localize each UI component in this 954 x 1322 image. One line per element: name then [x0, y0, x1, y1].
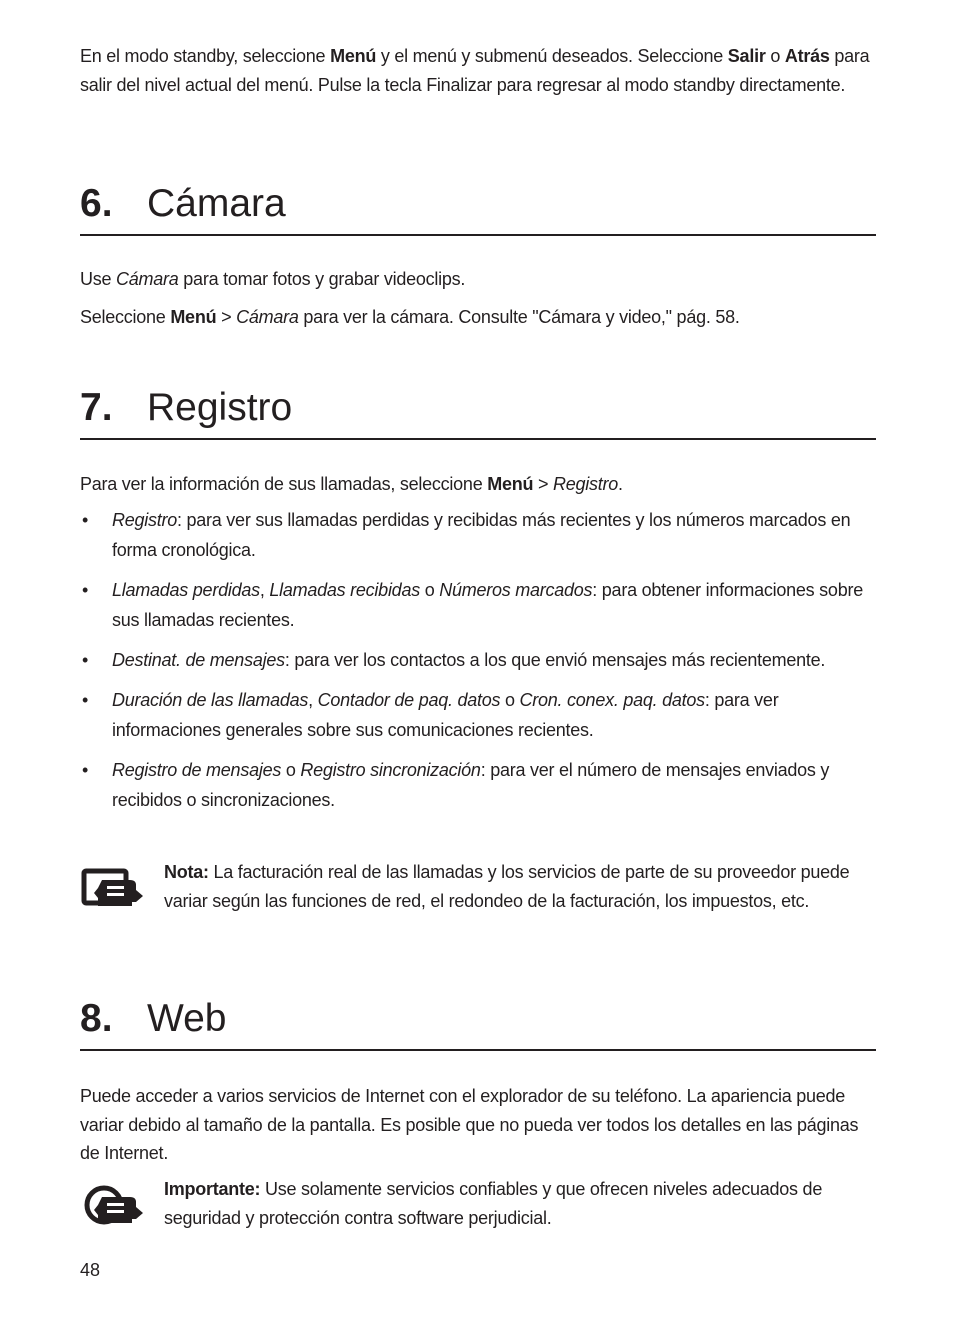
list-item [80, 505, 876, 565]
section-heading-registro [80, 385, 876, 440]
list-item [80, 755, 876, 815]
term: Registro sincronización [300, 759, 481, 780]
text: : para ver los contactos a los que envió mensajes más recientemente. [284, 649, 826, 670]
term: Contador de paq. datos [317, 689, 501, 710]
intro-text: y el menú y submenú deseados. Seleccione [376, 46, 728, 66]
text: . [618, 474, 623, 494]
text: : para ver sus llamadas perdidas y recibidas más recientes y los números marcados en forma cronológica. [112, 509, 851, 560]
registro-list [80, 505, 876, 815]
note-callout [80, 858, 876, 915]
text: : para ver informaciones generales sobre sus comunicaciones recientes. [112, 689, 779, 740]
menu-term: Menú [330, 46, 377, 66]
section-title [80, 996, 876, 1042]
page-number: 48 [80, 1260, 101, 1280]
list-item [80, 645, 876, 675]
term: Registro [112, 509, 178, 530]
term: Llamadas perdidas [112, 579, 260, 600]
registro-intro [80, 470, 876, 499]
text: para ver la cámara. Consulte "Cámara y video," pág. 58. [298, 306, 740, 327]
text: > [533, 474, 553, 494]
camara-paragraph-2 [80, 303, 876, 332]
term: Duración de las llamadas [112, 689, 309, 710]
section-title-text: Registro [147, 386, 293, 429]
camara-paragraph-1 [80, 265, 876, 294]
term: Destinat. de mensajes [112, 649, 285, 670]
section-rule [80, 1049, 876, 1051]
section-heading-camara [80, 181, 876, 236]
bullet-icon: • [82, 579, 89, 600]
important-label: Importante: [164, 1179, 261, 1199]
section-title-text: Web [147, 997, 227, 1040]
web-paragraph: Puede acceder a varios servicios de Internet con el explorador de su teléfono. La apariencia puede variar debido al tamaño de la pantalla. Es posible que no pueda ver todos los detalles en las páginas de Internet. [80, 1086, 859, 1163]
bullet-icon: • [82, 759, 89, 780]
important-callout [80, 1175, 876, 1232]
note-text [164, 858, 876, 915]
section-rule [80, 234, 876, 236]
intro-text: para salir del nivel actual del menú. Pulse la tecla Finalizar para regresar al modo standby directamente. [80, 46, 870, 95]
term: Registro de mensajes [112, 759, 282, 780]
section-number: 8. [80, 997, 113, 1040]
text: Para ver la información de sus llamadas, seleccione [80, 474, 488, 494]
camara-body [80, 265, 876, 331]
section-number: 7. [80, 386, 113, 429]
text: Use solamente servicios confiables y que ofrecen niveles adecuados de seguridad y protección contra software perjudicial. [164, 1179, 823, 1228]
section-heading-web [80, 996, 876, 1051]
text: , [259, 579, 270, 600]
section-title-text: Cámara [147, 182, 286, 225]
bullet-icon: • [82, 649, 89, 670]
intro-paragraph [80, 42, 876, 99]
registro-term: Registro [552, 474, 619, 494]
section-title [80, 181, 876, 227]
term: Cron. conex. paq. datos [519, 689, 705, 710]
text: > [216, 306, 237, 327]
intro-text: En el modo standby, seleccione [80, 46, 331, 66]
intro-text: o [765, 46, 785, 66]
camara-term: Cámara [236, 306, 299, 327]
text: o [281, 759, 301, 780]
menu-term: Menú [487, 474, 534, 494]
note-label: Nota: [164, 862, 209, 882]
registro-body [80, 470, 876, 825]
text: Seleccione [80, 306, 171, 327]
bullet-icon: • [82, 689, 89, 710]
text: La facturación real de las llamadas y los servicios de parte de su proveedor puede variar según las funciones de red, el redondeo de la facturación, los impuestos, etc. [164, 862, 850, 911]
text: o [419, 579, 440, 600]
camara-term: Cámara [116, 269, 179, 289]
important-text [164, 1175, 876, 1232]
text: : para obtener informaciones sobre sus llamadas recientes. [112, 579, 863, 630]
menu-term: Menú [170, 306, 217, 327]
section-title [80, 385, 876, 431]
term: Llamadas recibidas [269, 579, 420, 600]
term: Números marcados [439, 579, 593, 600]
text: , [308, 689, 318, 710]
text: : para ver el número de mensajes enviados y recibidos o sincronizaciones. [112, 759, 830, 810]
bullet-icon: • [82, 509, 89, 530]
salir-term: Salir [727, 46, 766, 66]
section-number: 6. [80, 182, 113, 225]
intro-block [80, 42, 876, 99]
note-hand-icon [80, 866, 144, 910]
atras-term: Atrás [784, 46, 830, 66]
list-item [80, 575, 876, 635]
list-item [80, 685, 876, 745]
text: Use [80, 269, 117, 289]
text: para tomar fotos y grabar videoclips. [178, 269, 466, 289]
section-rule [80, 438, 876, 440]
text: o [500, 689, 520, 710]
important-hand-icon [80, 1183, 144, 1227]
web-body [80, 1082, 876, 1168]
